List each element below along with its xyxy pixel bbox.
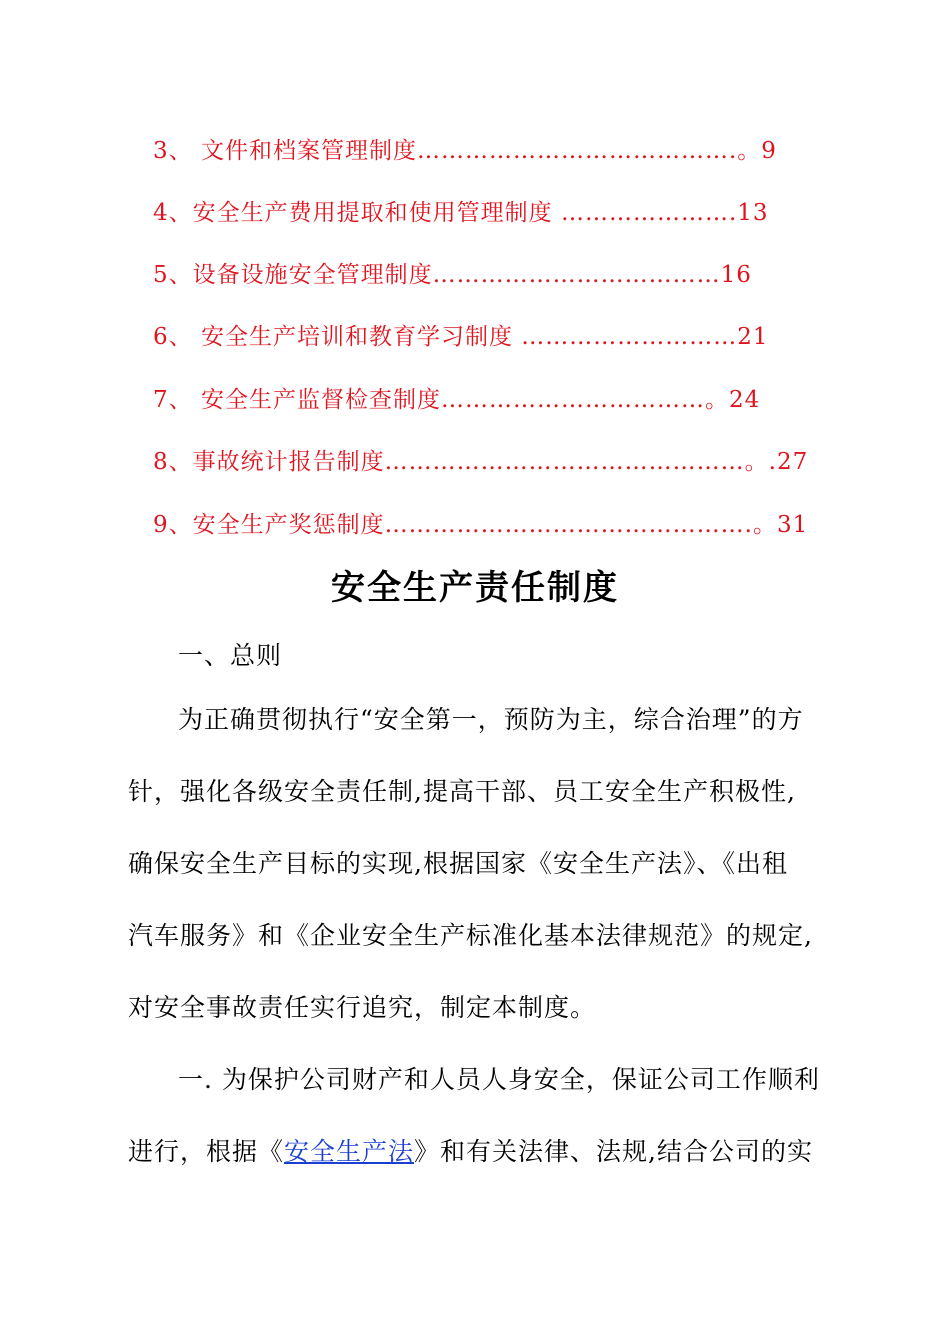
text-after-link: 》和有关法律、法规,结合公司的实 xyxy=(414,1137,813,1166)
text-before-link: 进行，根据《 xyxy=(128,1137,285,1166)
paragraph-line: 为正确贯彻执行“安全第一，预防为主，综合治理”的方 xyxy=(178,705,804,734)
toc-item[interactable]: 6、 安全生产培训和教育学习制度 ………………………21 xyxy=(153,324,769,350)
toc-item[interactable]: 3、 文件和档案管理制度………………………………….。9 xyxy=(153,138,777,164)
toc-item[interactable]: 8、事故统计报告制度………………………………………。.27 xyxy=(153,449,809,475)
toc-item[interactable]: 4、安全生产费用提取和使用管理制度 ………………….13 xyxy=(153,200,769,226)
toc-item[interactable]: 5、设备设施安全管理制度………………………………16 xyxy=(153,262,752,288)
toc-item[interactable]: 7、 安全生产监督检查制度……………………………。24 xyxy=(153,387,761,413)
paragraph-line: 对安全事故责任实行追究，制定本制度。 xyxy=(128,993,597,1022)
law-link[interactable]: 安全生产法 xyxy=(284,1137,415,1166)
paragraph-line xyxy=(128,1137,813,1167)
paragraph-line: 确保安全生产目标的实现,根据国家《安全生产法》、《出租 xyxy=(128,849,788,878)
paragraph-line: 汽车服务》和《企业安全生产标准化基本法律规范》的规定, xyxy=(128,921,813,950)
document-title: 安全生产责任制度 xyxy=(331,568,619,608)
paragraph-line: 一. 为保护公司财产和人员人身安全，保证公司工作顺利 xyxy=(178,1065,820,1094)
toc-item[interactable]: 9、安全生产奖惩制度……………………………………….。31 xyxy=(153,512,809,538)
section-heading: 一、总则 xyxy=(178,641,283,670)
paragraph-line: 针，强化各级安全责任制,提高干部、员工安全生产积极性, xyxy=(128,777,796,806)
